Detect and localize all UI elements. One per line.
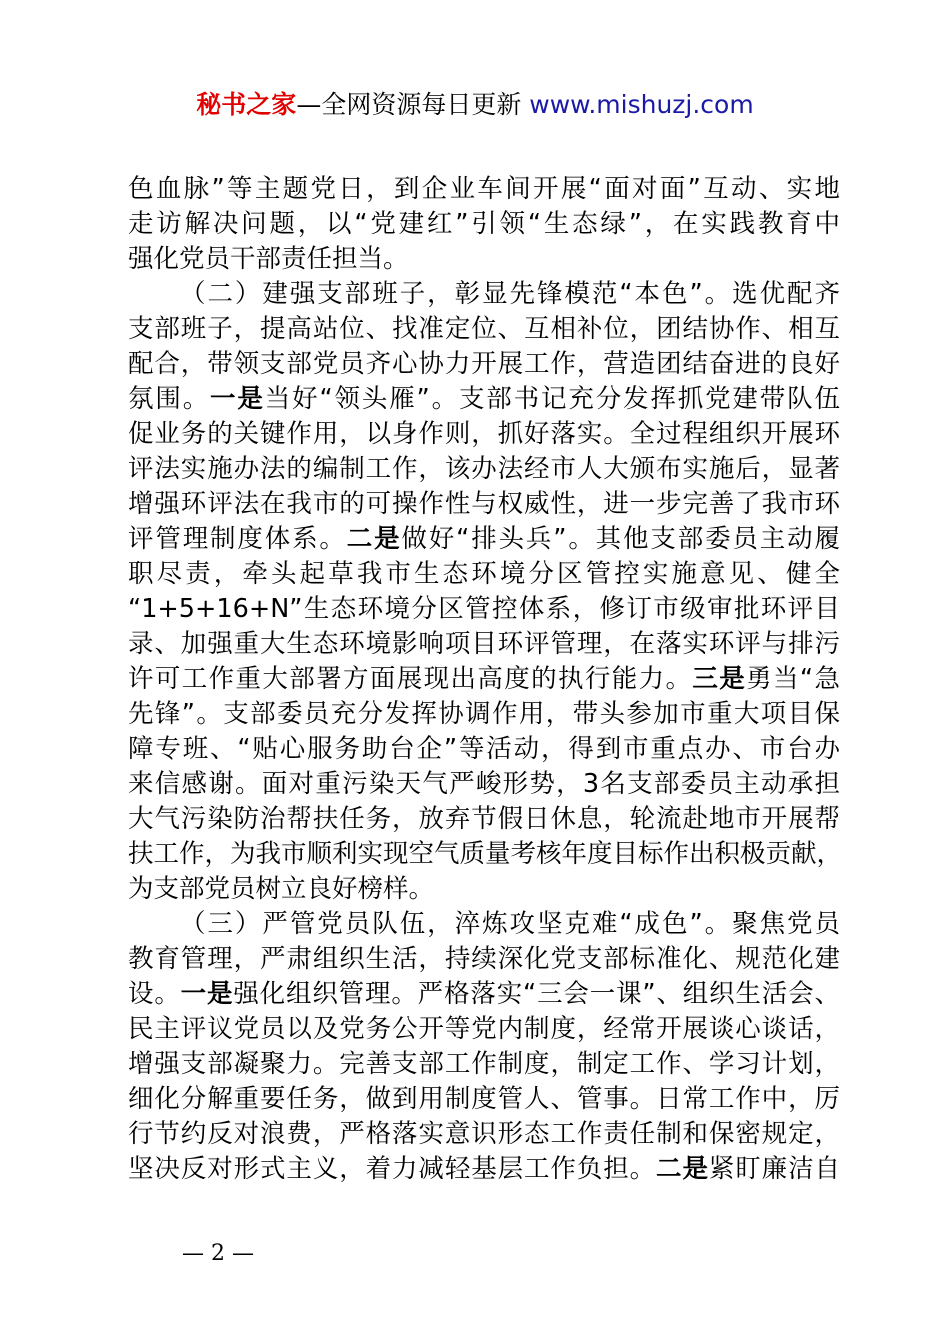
- text-line: 障专班、“贴心服务助台企”等活动，得到市重点办、市台办: [128, 734, 840, 764]
- text-line: 录、加强重大生态环境影响项目环评管理，在落实环评与排污: [128, 629, 840, 659]
- text-line: 走访解决问题，以“党建红”引领“生态绿”，在实践教育中: [128, 209, 840, 239]
- text-line: 教育管理，严肃组织生活，持续深化党支部标准化、规范化建: [128, 944, 840, 974]
- text-line: 色血脉”等主题党日，到企业车间开展“面对面”互动、实地: [128, 174, 840, 204]
- page-number: — 2 —: [182, 1241, 254, 1266]
- text-line: 来信感谢。面对重污染天气严峻形势，3名支部委员主动承担: [128, 769, 840, 799]
- header-url[interactable]: www.mishuzj.com: [529, 90, 754, 119]
- text-line: 评管理制度体系。二是做好“排头兵”。其他支部委员主动履: [128, 524, 840, 554]
- bold-marker: 一是: [210, 384, 265, 414]
- text-line: “1+5+16+N”生态环境分区管控体系，修订市级审批环评目: [128, 594, 840, 624]
- text-line: 扶工作，为我市顺利实现空气质量考核年度目标作出积极贡献，: [128, 839, 843, 869]
- brand-name: 秘书之家: [196, 90, 297, 119]
- text-line: 促业务的关键作用，以身作则，抓好落实。全过程组织开展环: [128, 419, 840, 449]
- text-line: 增强环评法在我市的可操作性与权威性，进一步完善了我市环: [128, 489, 840, 519]
- text-line: 配合，带领支部党员齐心协力开展工作，营造团结奋进的良好: [128, 349, 840, 379]
- text-line: 民主评议党员以及党务公开等党内制度，经常开展谈心谈话，: [128, 1014, 840, 1044]
- page-header: [0, 88, 950, 122]
- bold-marker: 二是: [346, 524, 402, 554]
- text-line: 评法实施办法的编制工作，该办法经市人大颁布实施后，显著: [128, 454, 840, 484]
- text-line: 许可工作重大部署方面展现出高度的执行能力。三是勇当“急: [128, 664, 840, 694]
- section-heading-two: （二）建强支部班子，彰显先锋模范“本色”。选优配齐: [180, 279, 840, 309]
- text-line: 设。一是强化组织管理。严格落实“三会一课”、组织生活会、: [128, 979, 840, 1009]
- header-dash: —: [296, 90, 322, 119]
- bold-marker: 二是: [656, 1154, 709, 1184]
- text-line: 强化党员干部责任担当。: [128, 244, 409, 274]
- document-body: [128, 172, 843, 1187]
- text-line: 行节约反对浪费，严格落实意识形态工作责任制和保密规定，: [128, 1119, 840, 1149]
- text-line: 氛围。一是当好“领头雁”。支部书记充分发挥抓党建带队伍: [128, 384, 840, 414]
- text-line: 大气污染防治帮扶任务，放弃节假日休息，轮流赴地市开展帮: [128, 804, 840, 834]
- text-line: 支部班子，提高站位、找准定位、互相补位，团结协作、相互: [128, 314, 840, 344]
- text-line: 为支部党员树立良好榜样。: [128, 874, 435, 904]
- header-tagline: 全网资源每日更新: [321, 90, 522, 119]
- text-line: 坚决反对形式主义，着力减轻基层工作负担。二是紧盯廉洁自: [128, 1154, 840, 1184]
- bold-marker: 三是: [692, 664, 747, 694]
- text-line: 增强支部凝聚力。完善支部工作制度，制定工作、学习计划，: [128, 1049, 840, 1079]
- text-line: 职尽责，牵头起草我市生态环境分区管控实施意见、健全: [128, 559, 840, 589]
- bold-marker: 一是: [180, 979, 234, 1009]
- text-line: 先锋”。支部委员充分发挥协调作用，带头参加市重大项目保: [128, 699, 840, 729]
- text-line: 细化分解重要任务，做到用制度管人、管事。日常工作中，厉: [128, 1084, 840, 1114]
- section-heading-three: （三）严管党员队伍，淬炼攻坚克难“成色”。聚焦党员: [180, 909, 840, 939]
